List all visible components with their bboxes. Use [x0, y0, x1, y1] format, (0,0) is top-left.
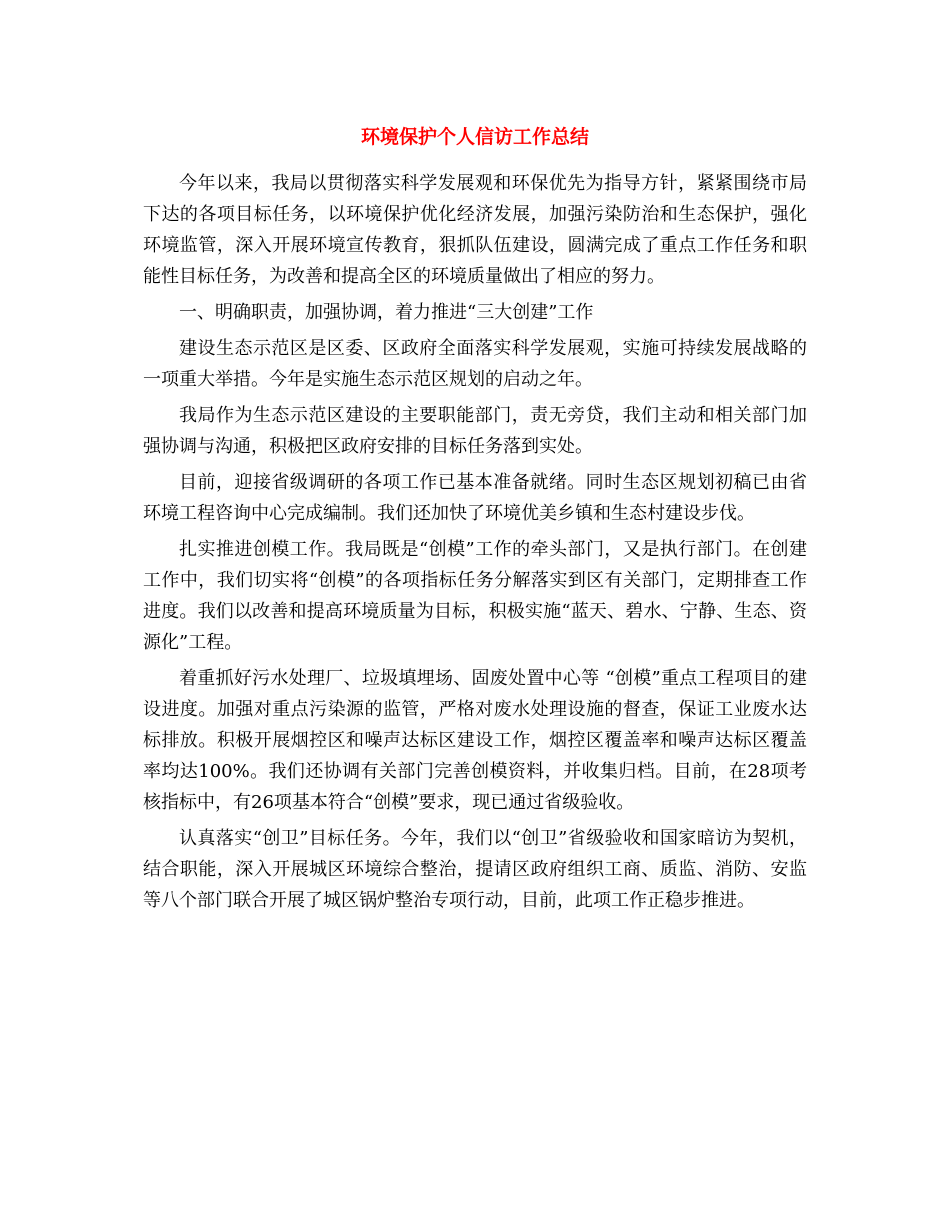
- paragraph-intro: 今年以来，我局以贯彻落实科学发展观和环保优先为指导方针，紧紧围绕市局下达的各项目标任务，以环境保护优化经济发展，加强污染防治和生态保护，强化环境监管，深入开展环境宣传教育，狠抓队伍建设，圆满完成了重点工作任务和职能性目标任务，为改善和提高全区的环境质量做出了相应的努力。: [143, 173, 807, 287]
- document-body: [143, 168, 807, 921]
- paragraph-key-projects: 着重抓好污水处理厂、垃圾填埋场、固废处置中心等 “创模”重点工程项目的建设进度。加强对重点污染源的监管，严格对废水处理设施的督查，保证工业废水达标排放。积极开展烟控区和噪声达标区建设工作，烟控区覆盖率和噪声达标区覆盖率均达100%。我们还协调有关部门完善创模资料，并收集归档。目前，在28项考核指标中，有26项基本符合“创模”要求，现已通过省级验收。: [143, 668, 807, 813]
- document-title: 环境保护个人信访工作总结: [360, 126, 589, 148]
- paragraph-eco-zone: 建设生态示范区是区委、区政府全面落实科学发展观，实施可持续发展战略的一项重大举措。今年是实施生态示范区规划的启动之年。: [143, 338, 807, 390]
- paragraph-sanitation: 认真落实“创卫”目标任务。今年，我们以“创卫”省级验收和国家暗访为契机，结合职能，深入开展城区环境综合整治，提请区政府组织工商、质监、消防、安监等八个部门联合开展了城区锅炉整治专项行动，目前，此项工作正稳步推进。: [143, 828, 807, 911]
- paragraph-coordination: 我局作为生态示范区建设的主要职能部门，责无旁贷，我们主动和相关部门加强协调与沟通，积极把区政府安排的目标任务落到实处。: [143, 405, 807, 457]
- paragraph-preparation: 目前，迎接省级调研的各项工作已基本准备就绪。同时生态区规划初稿已由省环境工程咨询中心完成编制。我们还加快了环境优美乡镇和生态村建设步伐。: [143, 472, 807, 524]
- paragraph-model-city: 扎实推进创模工作。我局既是“创模”工作的牵头部门，又是执行部门。在创建工作中，我们切实将“创模”的各项指标任务分解落实到区有关部门，定期排查工作进度。我们以改善和提高环境质量为目标，积极实施“蓝天、碧水、宁静、生态、资源化”工程。: [143, 539, 807, 653]
- section-heading-1: 一、明确职责，加强协调，着力推进“三大创建”工作: [179, 302, 594, 323]
